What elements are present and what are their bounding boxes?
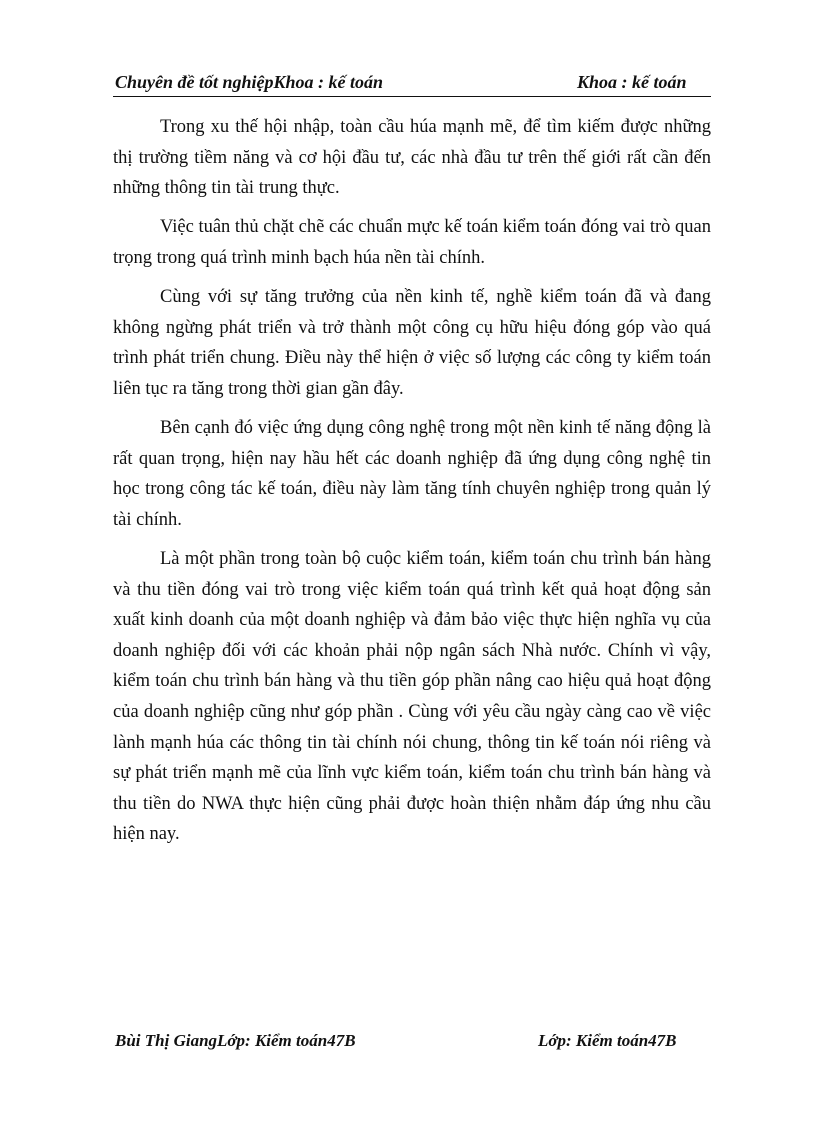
paragraph-2: Việc tuân thủ chặt chẽ các chuẩn mực kế toán kiểm toán đóng vai trò quan trọng trong quá trình minh bạch húa nền tài chính.: [113, 217, 711, 268]
header-title: Chuyên đề tốt nghiệpKhoa : kế toán: [115, 72, 384, 92]
paragraph-3: Cùng với sự tăng trưởng của nền kinh tế, nghề kiểm toán đã và đang không ngừng phát triển và trở thành một công cụ hữu hiệu đóng góp vào quá trình phát triển chung. Điều này thể hiện ở việc số lượng các công ty kiểm toán liên tục ra tăng trong thời gian gần đây.: [113, 287, 711, 399]
page-footer: [113, 1031, 711, 1055]
document-body: [113, 112, 711, 859]
paragraph-5: Là một phần trong toàn bộ cuộc kiểm toán, kiểm toán chu trình bán hàng và thu tiền đóng vai trò trong việc kiểm toán quá trình kết quả hoạt động sản xuất kinh doanh của một doanh nghiệp và đảm bảo việc thực hiện nghĩa vụ của doanh nghiệp đối với các khoản phải nộp ngân sách Nhà nước. Chính vì vậy, kiểm toán chu trình bán hàng và thu tiền góp phần nâng cao hiệu quả hoạt động của doanh nghiệp cũng như góp phần . Cùng với yêu cầu ngày càng cao về việc lành mạnh húa các thông tin tài chính nói chung, thông tin kế toán nói riêng và sự phát triển mạnh mẽ của lĩnh vực kiểm toán, kiểm toán chu trình bán hàng và thu tiền do NWA thực hiện cũng phải được hoàn thiện nhằm đáp ứng nhu cầu hiện nay.: [113, 549, 711, 845]
header-department: Khoa : kế toán: [577, 72, 687, 92]
paragraph-1: Trong xu thế hội nhập, toàn cầu húa mạnh mẽ, để tìm kiếm được những thị trường tiềm năng và cơ hội đầu tư, các nhà đầu tư trên thế giới rất cần đến những thông tin tài trung thực.: [113, 117, 711, 199]
paragraph-4: Bên cạnh đó việc ứng dụng công nghệ trong một nền kinh tế năng động là rất quan trọng, hiện nay hầu hết các doanh nghiệp đã ứng dụng công nghệ tin học trong công tác kế toán, điều này làm tăng tính chuyên nghiệp trong quản lý tài chính.: [113, 418, 711, 530]
footer-author: Bùi Thị GiangLớp: Kiểm toán47B: [115, 1031, 356, 1050]
footer-class: Lớp: Kiểm toán47B: [538, 1031, 677, 1050]
page-header: [113, 70, 711, 97]
